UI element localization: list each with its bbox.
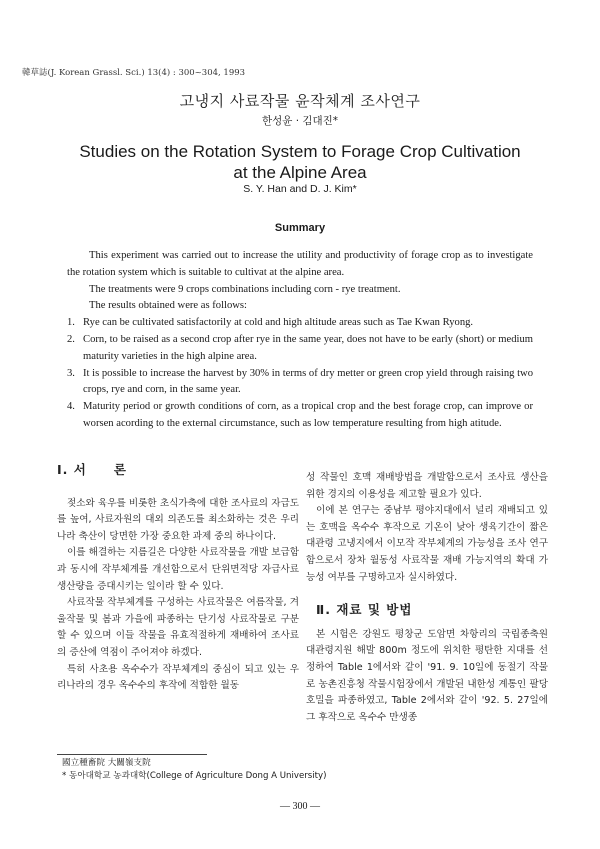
authors-korean: 한성윤 · 김대진*	[261, 115, 339, 127]
footnote-affiliation-1: 國立種畜院 大關嶺支院	[62, 758, 151, 768]
results-item-text: Maturity period or growth conditions of corn, as a tropical crop and the best forage crop, can improve or worsen acording to the external circumstance, such as low temperature resulting from high atitude.	[83, 401, 533, 429]
body-paragraph: 본 시험은 강원도 평창군 도암면 차항리의 국립종축원 대관령지원 해발 800m 정도에 위치한 평탄한 지대를 선정하여 Table 1에서와 같이 '91. 9. 10일에 동절기 작물로 농촌진흥청 작물시험장에서 개발된 내한성 계통인 팔당호밀을 파종하였고, Table 2에서와 같이 '92. 5. 27일에 그 후작으로 옥수수 만생종	[306, 628, 548, 723]
authors-english: S. Y. Han and D. J. Kim*	[243, 183, 357, 195]
title-english-line1: Studies on the Rotation System to Forage Crop Cultivation	[79, 142, 521, 161]
results-item-number: 2.	[67, 333, 75, 345]
results-item	[67, 366, 533, 400]
body-paragraph: 젖소와 육우를 비롯한 초식가축에 대한 조사료의 자급도를 높여, 사료자원의 대외 의존도를 최소화하는 것은 우리나라 축산이 당면한 가장 중요한 과제 중의 하나이다.	[57, 497, 299, 542]
results-item-text: It is possible to increase the harvest by 30% in terms of dry metter or green crop yield through raising two crops, rye and corn, in the same year.	[83, 367, 533, 396]
body-paragraph: 이에 본 연구는 중남부 평야지대에서 널리 재배되고 있는 호맥을 옥수수 후작으로 기온이 낮아 생육기간이 짧은 대관령 고냉지에서 이모작 작부체계의 가능성을 조사 연구함으로서 장차 월동성 사료작물 재배 가능지역의 확대 가능성 여부를 구명하고자 실시하였다.	[306, 505, 548, 583]
results-item	[67, 332, 533, 366]
summary-paragraph: This experiment was carried out to increase the utility and productivity of forage crop as to investigate the rotation system which is suitable to cultivat at the alpine area.	[67, 250, 533, 278]
results-list	[67, 315, 533, 433]
footnote-affiliation-2: * 동아대학교 농과대학(College of Agriculture Dong A University)	[62, 770, 327, 781]
section-heading-materials-methods: Ⅱ. 재료 및 방법	[316, 602, 413, 618]
journal-reference: 韓草誌(J. Korean Grassl. Sci.) 13(4) : 300~304, 1993	[22, 68, 246, 78]
summary-paragraph: The treatments were 9 crops combinations including corn - rye treatment.	[89, 283, 401, 295]
body-paragraph: 성 작물인 호맥 재배방법을 개발함으로서 조사료 생산을 위한 경지의 이용성을 제고할 필요가 있다.	[306, 472, 548, 500]
page-number: — 300 —	[280, 801, 320, 812]
results-item-number: 3.	[67, 367, 75, 379]
results-item-number: 1.	[67, 317, 75, 329]
title-english	[0, 141, 600, 183]
title-korean: 고냉지 사료작물 윤작체계 조사연구	[179, 92, 421, 110]
summary-body	[67, 248, 533, 433]
footnotes	[62, 757, 326, 782]
footnote-divider	[57, 754, 207, 755]
summary-paragraph: The results obtained were as follows:	[89, 300, 247, 312]
body-paragraph: 이를 해결하는 지름길은 다양한 사료작물을 개발 보급함과 동시에 작부체계를 개선함으로서 단위면적당 자급사료 생산량을 증대시키는 일이라 할 수 있다.	[57, 547, 299, 592]
results-item-number: 4.	[67, 401, 75, 413]
body-paragraph: 특히 사초용 옥수수가 작부체계의 중심이 되고 있는 우리나라의 경우 옥수수의 후작에 적합한 월동	[57, 663, 299, 692]
right-column	[306, 470, 548, 726]
results-item-text: Rye can be cultivated satisfactorily at cold and high altitude areas such as Tae Kwan Ryong.	[83, 317, 474, 329]
section-heading-introduction: Ⅰ. 서 론	[57, 462, 127, 477]
summary-heading: Summary	[274, 222, 326, 234]
title-english-line2: at the Alpine Area	[233, 163, 367, 182]
results-item	[67, 315, 533, 332]
body-paragraph: 사료작물 작부체계를 구성하는 사료작물은 여름작물, 겨울작물 및 봄과 가을에 파종하는 단기성 사료작물로 구분할 수 있으며 이들 작물을 유효적절하게 재배하여 조사료의 증산에 역점이 주어져야 하겠다.	[57, 597, 299, 658]
left-column	[57, 462, 299, 695]
results-item	[67, 399, 533, 433]
results-item-text: Corn, to be raised as a second crop after rye in the same year, does not have to be early (short) or medium maturity varieties in the high alpine area.	[83, 333, 533, 362]
